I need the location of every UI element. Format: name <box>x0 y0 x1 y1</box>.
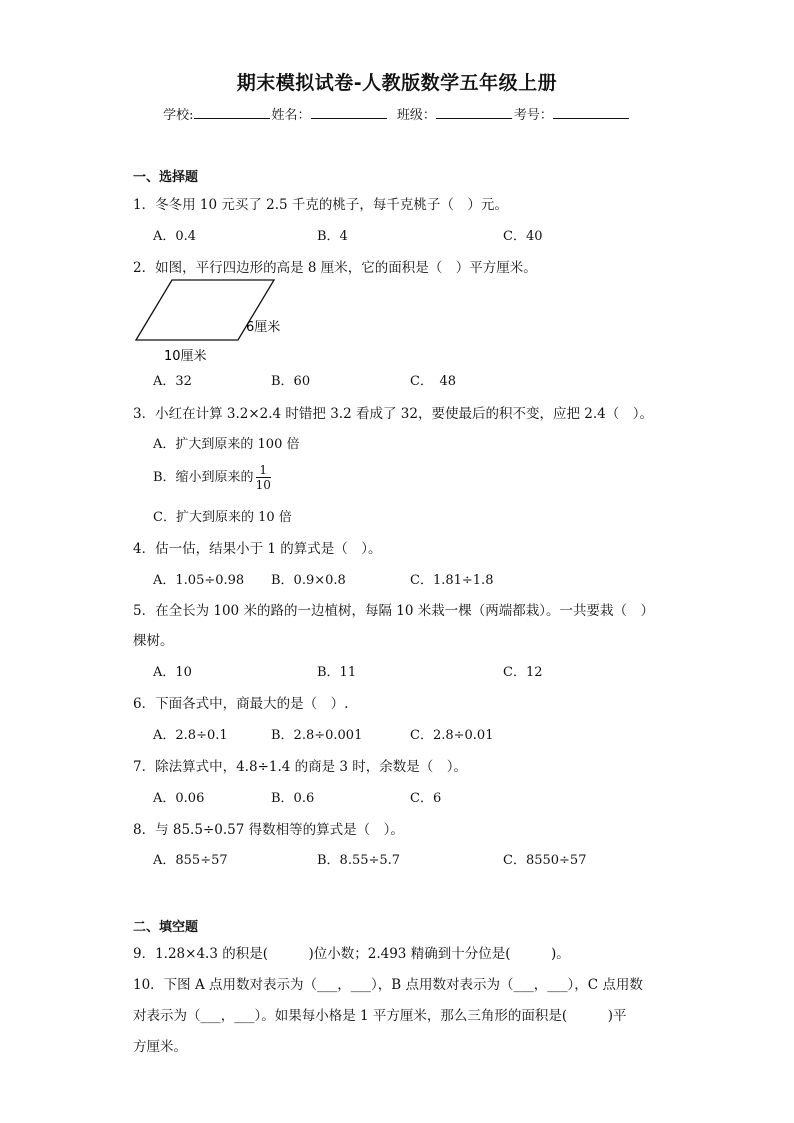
q7-option-a[interactable]: A．0.06 <box>153 791 205 806</box>
question-10-line-2: 对表示为（___，___）。如果每小格是 1 平方厘米，那么三角形的面积是( )平 <box>133 1008 627 1024</box>
fraction-denominator: 10 <box>255 478 271 492</box>
q1-option-b[interactable]: B．4 <box>317 229 348 244</box>
fraction-one-tenth <box>256 463 271 492</box>
base-length-label: 10厘米 <box>164 349 207 364</box>
q5-option-a[interactable]: A．10 <box>153 665 192 680</box>
side-length-label: 6厘米 <box>246 320 281 335</box>
fraction-numerator: 1 <box>256 463 271 478</box>
number-blank[interactable] <box>553 106 629 119</box>
q6-option-c[interactable]: C．2.8÷0.01 <box>410 728 494 743</box>
class-blank[interactable] <box>436 106 512 119</box>
name-blank[interactable] <box>311 106 387 119</box>
q8-option-c[interactable]: C．8550÷57 <box>503 853 587 868</box>
q3-option-b-text: B．缩小到原来的 <box>153 470 254 485</box>
question-10-line-1: 10．下图 A 点用数对表示为（___，___），B 点用数对表示为（___，___），C 点用数 <box>133 977 643 993</box>
q2-option-c[interactable]: C． 48 <box>410 374 456 389</box>
q5-option-c[interactable]: C．12 <box>503 665 543 680</box>
student-info-row <box>0 104 794 123</box>
q8-option-b[interactable]: B．8.55÷5.7 <box>317 853 401 868</box>
q1-option-c[interactable]: C．40 <box>503 229 543 244</box>
q6-option-b[interactable]: B．2.8÷0.001 <box>271 728 363 743</box>
q6-option-a[interactable]: A．2.8÷0.1 <box>153 728 228 743</box>
q7-option-c[interactable]: C．6 <box>410 791 442 806</box>
q8-option-a[interactable]: A．855÷57 <box>153 853 228 868</box>
question-2: 2．如图，平行四边形的高是 8 厘米，它的面积是（ ）平方厘米。 <box>133 260 537 276</box>
q1-option-a[interactable]: A．0.4 <box>153 229 197 244</box>
question-10-line-3: 方厘米。 <box>133 1039 187 1055</box>
question-1: 1．冬冬用 10 元买了 2.5 千克的桃子，每千克桃子（ ）元。 <box>133 197 508 213</box>
parallelogram-figure <box>130 276 290 368</box>
q3-option-a[interactable]: A．扩大到原来的 100 倍 <box>153 437 300 452</box>
question-5: 5．在全长为 100 米的路的一边植树，每隔 10 米栽一棵（两端都栽）。一共要栽（ ） <box>133 603 654 619</box>
question-5-continued: 棵树。 <box>133 633 174 649</box>
question-4: 4．估一估，结果小于 1 的算式是（ ）。 <box>133 541 382 557</box>
question-7: 7．除法算式中，4.8÷1.4 的商是 3 时，余数是（ ）。 <box>133 759 468 775</box>
school-label: 学校: <box>163 108 194 123</box>
q2-option-b[interactable]: B．60 <box>271 374 311 389</box>
page-title: 期末模拟试卷-人教版数学五年级上册 <box>236 72 558 94</box>
question-8: 8．与 85.5÷0.57 得数相等的算式是（ ）。 <box>133 822 404 838</box>
school-blank[interactable] <box>194 106 270 119</box>
section-heading-choice: 一、选择题 <box>133 170 199 185</box>
q3-option-b[interactable] <box>153 463 271 492</box>
q7-option-b[interactable]: B．0.6 <box>271 791 315 806</box>
section-heading-fill: 二、填空题 <box>133 920 199 935</box>
number-label: 考号： <box>513 108 553 123</box>
q5-option-b[interactable]: B．11 <box>317 665 357 680</box>
question-3: 3．小红在计算 3.2×2.4 时错把 3.2 看成了 32，要使最后的积不变，应把 2.4（ ）。 <box>133 406 653 422</box>
q2-option-a[interactable]: A．32 <box>153 374 192 389</box>
q4-option-b[interactable]: B．0.9×0.8 <box>271 573 346 588</box>
name-label: 姓名： <box>271 108 311 123</box>
question-9: 9．1.28×4.3 的积是( )位小数；2.493 精确到十分位是( )。 <box>133 946 570 962</box>
q4-option-c[interactable]: C．1.81÷1.8 <box>410 573 494 588</box>
q4-option-a[interactable]: A．1.05÷0.98 <box>153 573 245 588</box>
class-label: 班级： <box>396 108 436 123</box>
q3-option-c[interactable]: C．扩大到原来的 10 倍 <box>153 510 292 525</box>
question-6: 6．下面各式中，商最大的是（ ）. <box>133 696 349 712</box>
